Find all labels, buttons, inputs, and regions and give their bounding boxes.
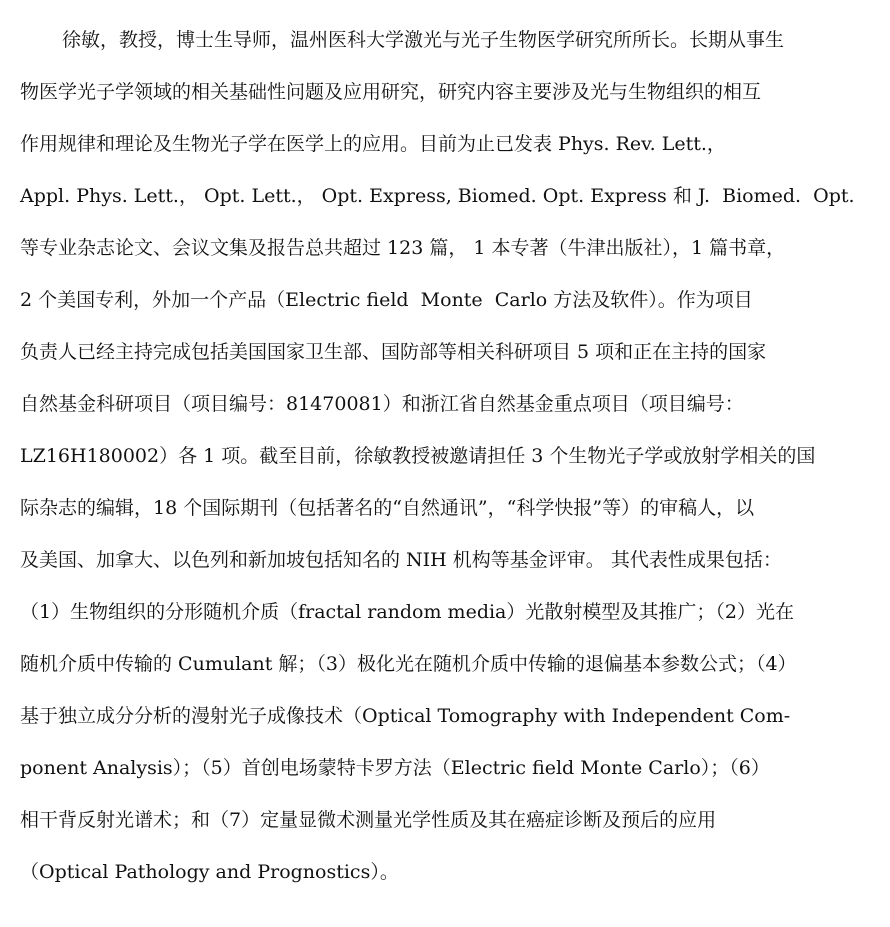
paragraph-line: Appl. Phys. Lett.， Opt. Lett.， Opt. Express, Biomed. Opt. Express 和 J. Biomed. Opt.: [20, 185, 855, 207]
paragraph-line: 徐敏，教授，博士生导师，温州医科大学激光与光子生物医学研究所所长。长期从事生: [62, 29, 785, 51]
paragraph-line: 2 个美国专利，外加一个产品（Electric field Monte Carlo 方法及软件）。作为项目: [20, 289, 753, 311]
paragraph-line: 及美国、加拿大、以色列和新加坡包括知名的 NIH 机构等基金评审。 其代表性成果包括：: [20, 549, 782, 571]
paragraph-line: 作用规律和理论及生物光子学在医学上的应用。目前为止已发表 Phys. Rev. Lett.，: [20, 133, 726, 155]
paragraph-line: ponent Analysis）；（5）首创电场蒙特卡罗方法（Electric field Monte Carlo）；（6）: [20, 757, 770, 779]
paragraph-line: 际杂志的编辑，18 个国际期刊（包括著名的“自然通讯”，“科学快报”等）的审稿人，以: [20, 497, 755, 519]
paragraph-line: 物医学光子学领域的相关基础性问题及应用研究，研究内容主要涉及光与生物组织的相互: [20, 81, 762, 103]
paragraph-line: LZ16H180002）各 1 项。截至目前，徐敏教授被邀请担任 3 个生物光子学或放射学相关的国: [20, 445, 816, 467]
paragraph-line: 基于独立成分分析的漫射光子成像技术（Optical Tomography with Independent Com-: [20, 705, 791, 727]
paragraph-line: 等专业杂志论文、会议文集及报告总共超过 123 篇， 1 本专著（牛津出版社），1 篇书章，: [20, 237, 786, 259]
paragraph-line: 相干背反射光谱术；和（7）定量显微术测量光学性质及其在癌症诊断及预后的应用: [20, 809, 717, 831]
paragraph-line: 负责人已经主持完成包括美国国家卫生部、国防部等相关科研项目 5 项和正在主持的国家: [20, 341, 767, 363]
paragraph-line: 自然基金科研项目（项目编号：81470081）和浙江省自然基金重点项目（项目编号：: [20, 393, 744, 415]
paragraph-line: （Optical Pathology and Prognostics）。: [20, 861, 399, 883]
paragraph-line: （1）生物组织的分形随机介质（fractal random media）光散射模型及其推广；（2）光在: [20, 601, 794, 623]
paragraph-line: 随机介质中传输的 Cumulant 解；（3）极化光在随机介质中传输的退偏基本参数公式；（4）: [20, 653, 797, 675]
